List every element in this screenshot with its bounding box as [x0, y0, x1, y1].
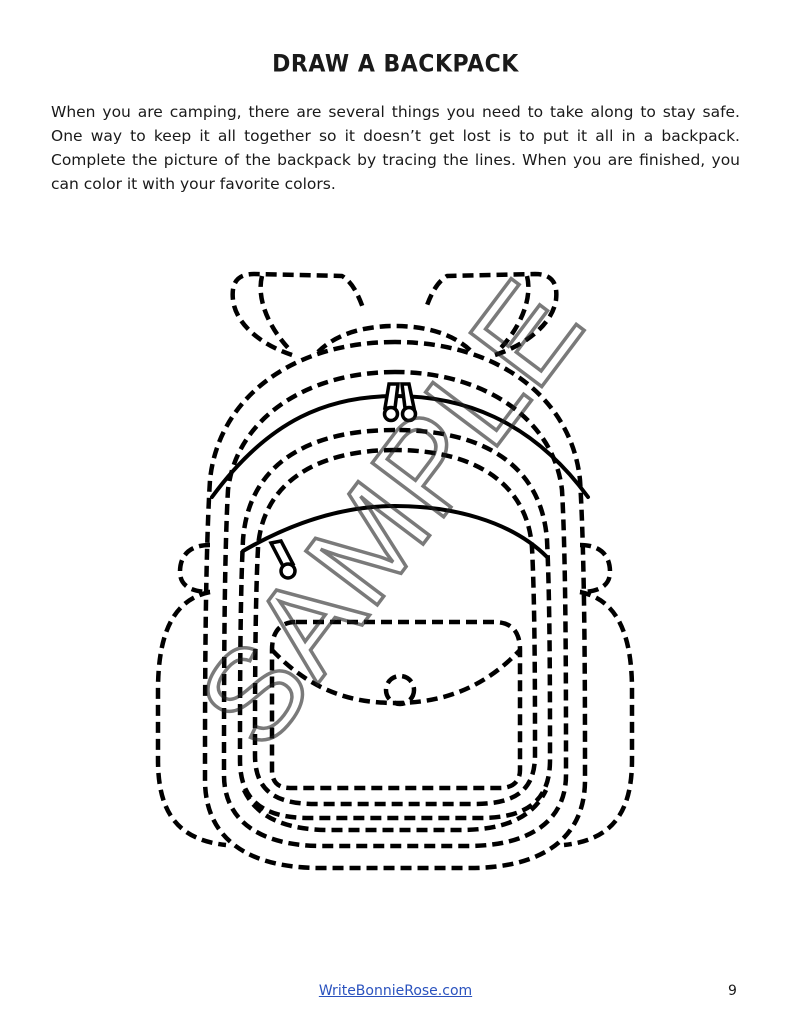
- watermark-text: SAMPLE: [169, 253, 612, 772]
- sample-watermark: [170, 253, 611, 772]
- right-side-pocket: [564, 545, 632, 845]
- pocket-button: [386, 676, 414, 704]
- footer-website-link-container: [0, 983, 791, 999]
- base-contour-upper: [244, 790, 546, 830]
- left-strap-outline: [233, 274, 363, 355]
- left-strap-inner-line: [261, 276, 292, 352]
- page-number: 9: [728, 983, 737, 999]
- footer-website-link[interactable]: WriteBonnieRose.com: [318, 983, 473, 999]
- page-title: DRAW A BACKPACK: [272, 51, 519, 78]
- instructions-paragraph: When you are camping, there are several things you need to take along to stay safe. One way to keep it all together so it doesn’t get lost is to put it all in a backpack. Complete the picture of the backpack by tracing the lines. When you are finished, you can color it with your favorite colors.: [51, 103, 740, 193]
